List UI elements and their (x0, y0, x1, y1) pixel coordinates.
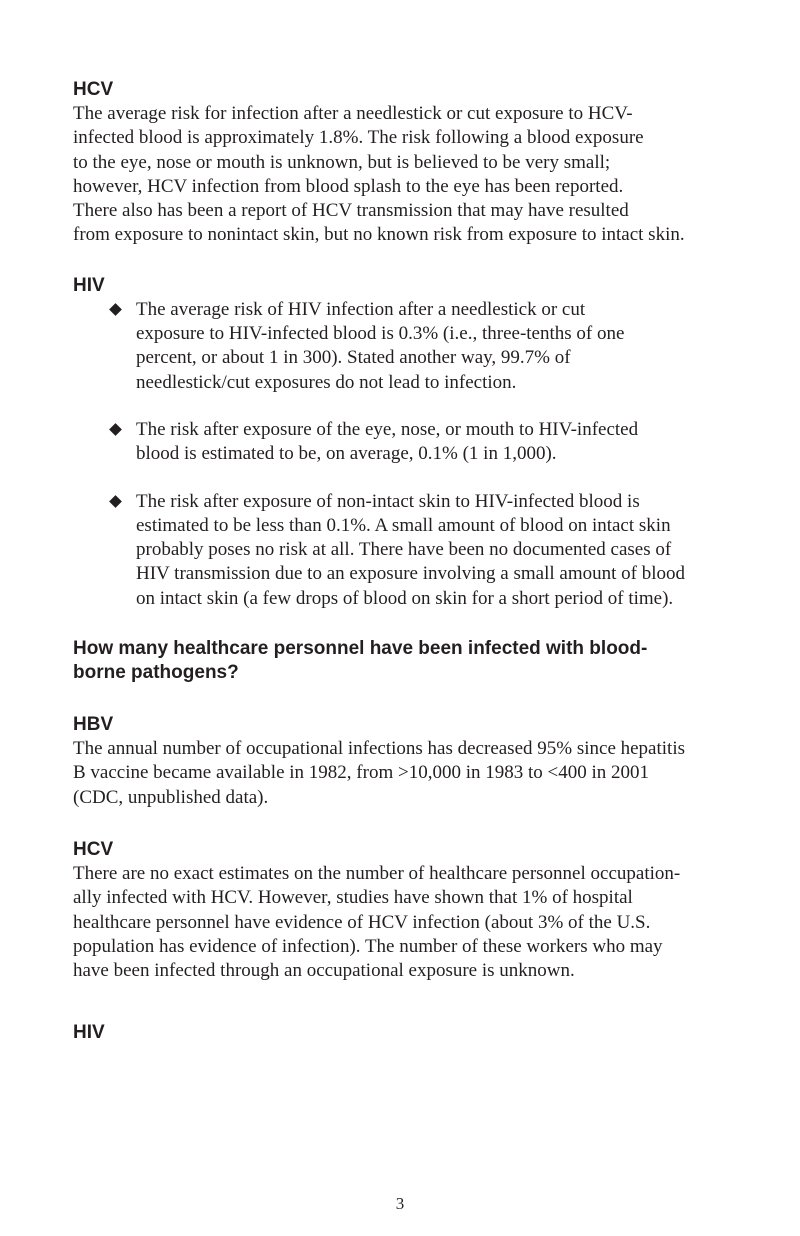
text-line: healthcare personnel have evidence of HCV infection (about 3% of the U.S. (73, 911, 651, 933)
text-line: ally infected with HCV. However, studies have shown that 1% of hospital (73, 887, 633, 909)
text-line: to the eye, nose or mouth is unknown, but is believed to be very small; (73, 151, 611, 173)
diamond-bullet-icon (109, 495, 122, 508)
hbv-count-heading: HBV (73, 714, 114, 736)
hiv-risk-bullet-list (73, 298, 733, 611)
hiv-count-heading: HIV (73, 1022, 105, 1044)
list-item (73, 418, 733, 467)
text-line: needlestick/cut exposures do not lead to infection. (136, 371, 517, 393)
text-line: from exposure to nonintact skin, but no known risk from exposure to intact skin. (73, 224, 685, 246)
text-line: however, HCV infection from blood splash to the eye has been reported. (73, 175, 624, 197)
text-line: on intact skin (a few drops of blood on skin for a short period of time). (136, 587, 674, 609)
infected-personnel-question-heading (73, 637, 733, 685)
text-line: HIV transmission due to an exposure involving a small amount of blood (136, 563, 685, 585)
text-line: The average risk for infection after a needlestick or cut exposure to HCV- (73, 103, 633, 124)
hbv-count-paragraph (73, 737, 733, 810)
text-line: The risk after exposure of non-intact skin to HIV-infected blood is (136, 490, 640, 512)
hcv-count-heading: HCV (73, 838, 114, 860)
text-line: estimated to be less than 0.1%. A small amount of blood on intact skin (136, 514, 671, 536)
text-line: have been infected through an occupational exposure is unknown. (73, 960, 575, 982)
text-line: probably poses no risk at all. There have been no documented cases of (136, 539, 672, 561)
list-item (73, 298, 733, 395)
hcv-risk-paragraph (73, 102, 733, 248)
text-line: population has evidence of infection). The number of these workers who may (73, 935, 663, 957)
text-line: (CDC, unpublished data). (73, 786, 269, 808)
text-line: The average risk of HIV infection after a needlestick or cut (136, 298, 586, 320)
text-line: infected blood is approximately 1.8%. The risk following a blood exposure (73, 127, 644, 149)
text-line: There also has been a report of HCV transmission that may have resulted (73, 200, 629, 222)
text-line: There are no exact estimates on the number of healthcare personnel occupation- (73, 862, 681, 884)
text-line: The risk after exposure of the eye, nose, or mouth to HIV-infected (136, 418, 639, 440)
hiv-risk-heading: HIV (73, 274, 105, 296)
page-number: 3 (395, 1194, 405, 1213)
document-page (73, 78, 733, 1045)
text-line: How many healthcare personnel have been infected with blood- (73, 638, 648, 660)
text-line: The annual number of occupational infections has decreased 95% since hepatitis (73, 738, 685, 760)
text-line: borne pathogens? (73, 662, 239, 684)
text-line: percent, or about 1 in 300). Stated another way, 99.7% of (136, 347, 571, 369)
text-line: exposure to HIV-infected blood is 0.3% (i.e., three-tenths of one (136, 323, 625, 345)
diamond-bullet-icon (109, 423, 122, 436)
diamond-bullet-icon (109, 303, 122, 316)
text-line: B vaccine became available in 1982, from >10,000 in 1983 to <400 in 2001 (73, 762, 649, 784)
list-item (73, 490, 733, 611)
hcv-risk-heading: HCV (73, 79, 114, 100)
text-line: blood is estimated to be, on average, 0.1% (1 in 1,000). (136, 443, 557, 465)
hcv-count-paragraph (73, 862, 733, 983)
